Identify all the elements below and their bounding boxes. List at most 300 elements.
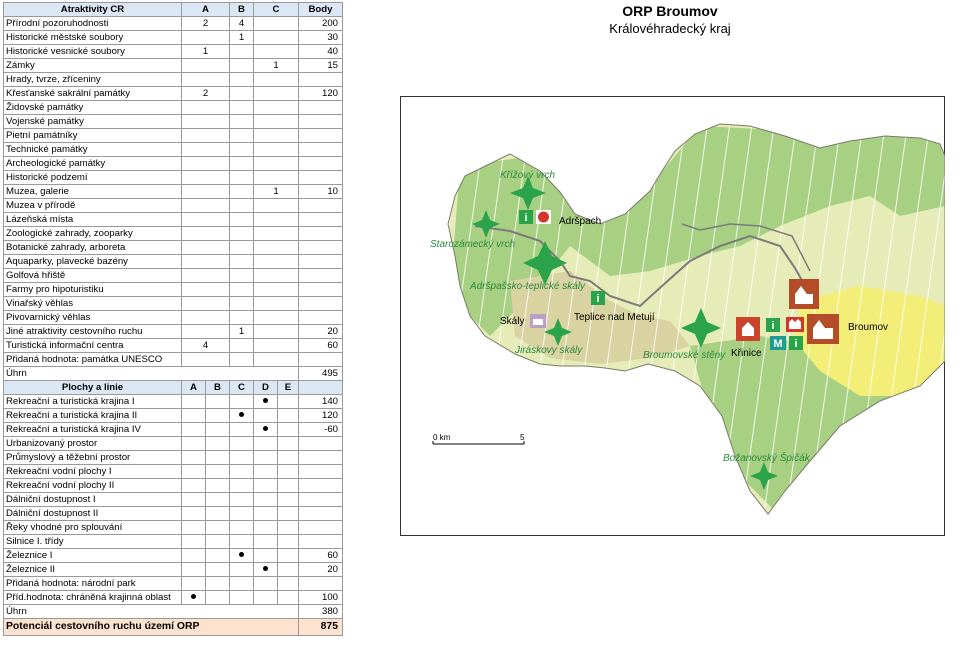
subtotal-label: Úhrn [4,367,299,381]
mark-cell-c [230,493,254,507]
bullet-mark [239,412,244,417]
mark-cell-a [182,549,206,563]
mark-cell-e [278,437,299,451]
value-c [254,31,299,45]
table-row [4,563,343,577]
value-a [182,283,230,297]
value-c [254,171,299,185]
mark-cell-b [206,507,230,521]
row-label: Muzea, galerie [4,185,182,199]
value-c [254,45,299,59]
value-b [230,87,254,101]
mark-cell-a [182,465,206,479]
mark-cell-c [230,577,254,591]
table-row [4,325,343,339]
row-label: Rekreační vodní plochy II [4,479,182,493]
mark-cell-e [278,507,299,521]
table-row [4,199,343,213]
svg-text:i: i [596,293,600,305]
row-label: Aquaparky, plavecké bazény [4,255,182,269]
mark-cell-c [230,521,254,535]
value-body [299,479,343,493]
orp-region: Královéhradecký kraj [609,21,731,36]
orp-title: ORP Broumov [622,3,718,19]
value-b [230,45,254,59]
row-label: Muzea v přírodě [4,199,182,213]
row-label: Golfová hřiště [4,269,182,283]
bullet-mark [263,566,268,571]
row-label: Rekreační vodní plochy I [4,465,182,479]
header-cell: C [230,381,254,395]
label-teplice-nad-metuji: Teplice nad Metují [574,312,655,323]
row-label: Urbanizovaný prostor [4,437,182,451]
svg-text:i: i [794,338,798,350]
value-a [182,353,230,367]
value-body [299,269,343,283]
value-a [182,213,230,227]
value-body [299,353,343,367]
value-b: 1 [230,325,254,339]
value-a: 1 [182,45,230,59]
mark-cell-c [230,591,254,605]
row-label: Historické vesnické soubory [4,45,182,59]
label-skaly: Skály [500,316,525,327]
value-body: 30 [299,31,343,45]
table-row [4,409,343,423]
bullet-mark [239,552,244,557]
mark-cell-d [254,451,278,465]
table-row [4,353,343,367]
mark-cell-c [230,535,254,549]
mark-cell-a [182,437,206,451]
value-a [182,227,230,241]
row-label: Silnice I. třídy [4,535,182,549]
svg-text:0 km: 0 km [433,433,451,442]
label-krinice: Křinice [731,348,762,359]
value-body [299,241,343,255]
row-label: Vinařský věhlas [4,297,182,311]
label-bozanovsky-spicak: Božanovský Špičák [723,453,810,464]
castle-icon [530,314,546,328]
mark-cell-a [182,451,206,465]
info-center-icon [766,318,780,332]
header-cell: D [254,381,278,395]
mark-cell-a [182,591,206,605]
value-a [182,31,230,45]
value-c [254,353,299,367]
mark-cell-d [254,493,278,507]
table-row [4,423,343,437]
value-body [299,227,343,241]
value-a [182,199,230,213]
value-body [299,577,343,591]
value-body: 10 [299,185,343,199]
value-b [230,115,254,129]
row-label: Technické památky [4,143,182,157]
mark-cell-c [230,437,254,451]
value-body: 20 [299,325,343,339]
row-label: Rekreační a turistická krajina I [4,395,182,409]
mark-cell-d [254,535,278,549]
value-b [230,185,254,199]
table-row [4,395,343,409]
row-label: Přidaná hodnota: památka UNESCO [4,353,182,367]
attractions-table [3,2,343,636]
value-body [299,451,343,465]
value-c [254,17,299,31]
value-body: 60 [299,339,343,353]
mark-cell-b [206,409,230,423]
row-label: Hrady, tvrze, zříceniny [4,73,182,87]
value-c [254,269,299,283]
value-body [299,311,343,325]
table-row [4,493,343,507]
table-row [4,59,343,73]
label-adrspach: Adršpach [559,216,602,227]
church-icon [789,279,819,309]
value-c [254,129,299,143]
table-row [4,479,343,493]
mark-cell-d [254,465,278,479]
table-row [4,507,343,521]
mark-cell-e [278,591,299,605]
value-body [299,157,343,171]
table-row [4,45,343,59]
value-body [299,143,343,157]
table-row [4,115,343,129]
mark-cell-a [182,563,206,577]
mark-cell-e [278,423,299,437]
value-c [254,339,299,353]
bullet-mark [263,398,268,403]
value-b [230,59,254,73]
attractions-header-row [4,3,343,17]
table-row [4,437,343,451]
row-label: Řeky vhodné pro splouvání [4,521,182,535]
mark-cell-b [206,521,230,535]
svg-text:i: i [524,212,528,224]
mark-cell-d [254,521,278,535]
value-body: 40 [299,45,343,59]
mark-cell-c [230,507,254,521]
mark-cell-c [230,479,254,493]
mark-cell-b [206,563,230,577]
table-row [4,311,343,325]
table-row [4,101,343,115]
svg-text:5: 5 [520,433,525,442]
value-a [182,129,230,143]
value-c [254,101,299,115]
mark-cell-c [230,549,254,563]
value-body [299,129,343,143]
value-b [230,339,254,353]
subtotal-value: 380 [299,605,343,619]
mark-cell-e [278,577,299,591]
value-body [299,521,343,535]
value-c [254,227,299,241]
mark-cell-b [206,437,230,451]
town-monument-icon [786,317,804,332]
table-row [4,213,343,227]
row-label: Dálniční dostupnost I [4,493,182,507]
row-label: Rekreační a turistická krajina IV [4,423,182,437]
bullet-mark [263,426,268,431]
value-a [182,73,230,87]
value-c [254,213,299,227]
row-label: Přidaná hodnota: národní park [4,577,182,591]
value-a [182,311,230,325]
total-label: Potenciál cestovního ruchu území ORP [4,619,299,636]
table-row [4,339,343,353]
value-c: 1 [254,185,299,199]
value-a: 4 [182,339,230,353]
museum-icon [770,336,786,350]
table-row [4,535,343,549]
value-c [254,73,299,87]
svg-text:i: i [771,320,775,332]
header-cell: B [206,381,230,395]
value-b [230,227,254,241]
value-body: 200 [299,17,343,31]
subtotal-value: 495 [299,367,343,381]
table-row [4,185,343,199]
value-body: 15 [299,59,343,73]
row-label: Zoologické zahrady, zooparky [4,227,182,241]
row-label: Železnice I [4,549,182,563]
value-body [299,535,343,549]
value-a [182,101,230,115]
mark-cell-a [182,577,206,591]
mark-cell-d [254,423,278,437]
table-row [4,283,343,297]
value-body: 140 [299,395,343,409]
table-row [4,591,343,605]
header-cell [299,381,343,395]
total-row [4,619,343,636]
value-c [254,325,299,339]
row-label: Turistická informační centra [4,339,182,353]
mark-cell-d [254,549,278,563]
value-body [299,493,343,507]
mark-cell-d [254,563,278,577]
value-body [299,255,343,269]
table-row [4,73,343,87]
value-body [299,199,343,213]
header-cell: Plochy a linie [4,381,182,395]
value-a [182,241,230,255]
mark-cell-b [206,549,230,563]
value-body [299,115,343,129]
other-attraction-icon [536,210,551,224]
table-row [4,577,343,591]
value-body: 120 [299,409,343,423]
value-body: 120 [299,87,343,101]
value-b [230,157,254,171]
table-row [4,549,343,563]
value-c [254,283,299,297]
value-body [299,437,343,451]
mark-cell-e [278,479,299,493]
bullet-mark [191,594,196,599]
value-body: -60 [299,423,343,437]
value-a [182,115,230,129]
value-b [230,213,254,227]
value-body [299,213,343,227]
value-b [230,311,254,325]
row-label: Vojenské památky [4,115,182,129]
mark-cell-e [278,451,299,465]
label-starozamecky-vrch: Starozámecký vrch [430,239,516,250]
label-broumov: Broumov [848,322,889,333]
value-body [299,297,343,311]
value-b [230,269,254,283]
mark-cell-b [206,535,230,549]
value-body: 60 [299,549,343,563]
value-b [230,353,254,367]
value-a [182,157,230,171]
header-cell: C [254,3,299,17]
mark-cell-d [254,437,278,451]
header-cell: E [278,381,299,395]
value-b [230,101,254,115]
value-c [254,143,299,157]
value-c [254,241,299,255]
table-row [4,521,343,535]
value-body [299,507,343,521]
mark-cell-a [182,507,206,521]
mark-cell-a [182,521,206,535]
mark-cell-c [230,451,254,465]
mark-cell-d [254,479,278,493]
row-label: Historické městské soubory [4,31,182,45]
total-value: 875 [299,619,343,636]
mark-cell-d [254,577,278,591]
mark-cell-b [206,395,230,409]
value-body [299,171,343,185]
value-a [182,143,230,157]
row-label: Historické podzemí [4,171,182,185]
mark-cell-c [230,423,254,437]
value-c [254,311,299,325]
mark-cell-a [182,479,206,493]
mark-cell-d [254,591,278,605]
table-row [4,297,343,311]
row-label: Průmyslový a těžební prostor [4,451,182,465]
value-a [182,269,230,283]
row-label: Židovské památky [4,101,182,115]
svg-text:M: M [773,338,783,350]
mark-cell-b [206,465,230,479]
mark-cell-b [206,451,230,465]
areas-header-row [4,381,343,395]
region-map [400,96,945,536]
value-b [230,199,254,213]
value-b [230,73,254,87]
mark-cell-b [206,591,230,605]
table-row [4,31,343,45]
value-c [254,87,299,101]
label-broumovske-steny: Broumovské stěny [643,350,726,361]
value-a: 2 [182,87,230,101]
row-label: Jiné atraktivity cestovního ruchu [4,325,182,339]
table-row [4,269,343,283]
value-a [182,255,230,269]
table-row [4,157,343,171]
value-body [299,465,343,479]
row-label: Pietní památníky [4,129,182,143]
mark-cell-c [230,563,254,577]
mark-cell-e [278,563,299,577]
mark-cell-b [206,423,230,437]
row-label: Farmy pro hipoturistiku [4,283,182,297]
table-row [4,129,343,143]
value-c [254,115,299,129]
value-c [254,199,299,213]
mark-cell-e [278,535,299,549]
row-label: Železnice II [4,563,182,577]
value-b [230,143,254,157]
value-b [230,129,254,143]
row-label: Zámky [4,59,182,73]
mark-cell-b [206,493,230,507]
value-body [299,283,343,297]
mark-cell-e [278,465,299,479]
value-b [230,255,254,269]
value-a: 2 [182,17,230,31]
table-row [4,171,343,185]
mark-cell-a [182,493,206,507]
mark-cell-a [182,535,206,549]
value-body [299,73,343,87]
subtotal-label: Úhrn [4,605,299,619]
mark-cell-e [278,493,299,507]
church-icon [736,317,760,341]
label-krizovy-vrch: Křížový vrch [500,170,556,181]
mark-cell-e [278,409,299,423]
value-b [230,241,254,255]
info-center-icon [519,210,533,224]
mark-cell-e [278,549,299,563]
mark-cell-b [206,479,230,493]
table-row [4,17,343,31]
mark-cell-a [182,409,206,423]
row-label: Pivovarnický věhlas [4,311,182,325]
mark-cell-c [230,465,254,479]
value-a [182,59,230,73]
mark-cell-d [254,409,278,423]
value-c [254,255,299,269]
mark-cell-e [278,521,299,535]
row-label: Lázeňská místa [4,213,182,227]
areas-subtotal-row [4,605,343,619]
mark-cell-c [230,409,254,423]
header-cell: A [182,3,230,17]
value-b [230,297,254,311]
value-b: 1 [230,31,254,45]
header-cell: Body [299,3,343,17]
row-label: Křesťanské sakrální památky [4,87,182,101]
row-label: Příd.hodnota: chráněná krajinná oblast [4,591,182,605]
header-cell: Atraktivity CR [4,3,182,17]
table-row [4,143,343,157]
mark-cell-b [206,577,230,591]
value-a [182,325,230,339]
value-b [230,283,254,297]
value-b [230,171,254,185]
label-adrspasko-teplicke-skaly: Adršpašsko-teplické skály [470,281,586,292]
value-b: 4 [230,17,254,31]
mark-cell-a [182,395,206,409]
